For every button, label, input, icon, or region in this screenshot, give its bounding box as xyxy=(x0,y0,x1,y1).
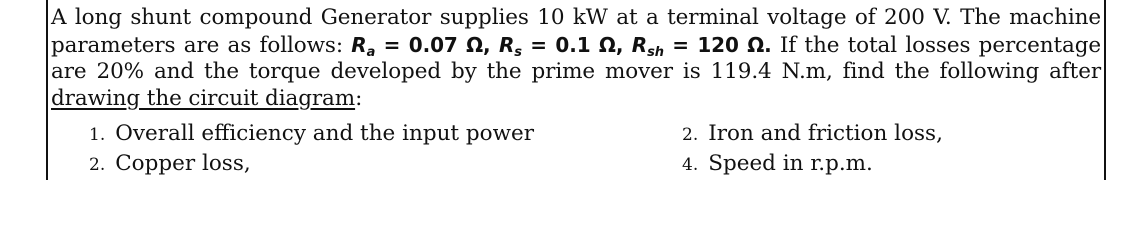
rsh-parameter: $R_{sh} = 120$ Ω. xyxy=(631,32,772,60)
problem-statement xyxy=(51,5,1101,112)
right-border xyxy=(1104,0,1106,180)
ra-parameter: $R_a = 0.07$ Ω, xyxy=(351,32,499,60)
rs-parameter: $R_s = 0.1$ Ω, xyxy=(498,32,632,60)
problem-text: A long shunt compound Generator supplies 10 kW at a terminal voltage of 200 V. The machine parameters are as follows: $R_a = 0.07$ Ω, $R_s = 0.1$ Ω, $R_{sh} = 120$ Ω. If the total losses percentage are 20% and the torque developed by the prime mover is 119.4 N.m, find the following after drawing the circuit diagram: xyxy=(51,5,1101,111)
list-item: 2. Iron and friction loss, xyxy=(682,121,943,146)
list-item: 1. Overall efficiency and the input power xyxy=(89,121,535,146)
underlined-instruction: drawing the circuit diagram xyxy=(51,85,356,111)
list-item: 2. Copper loss, xyxy=(89,151,251,176)
list-item: 4. Speed in r.p.m. xyxy=(682,151,873,176)
left-border xyxy=(46,0,48,180)
